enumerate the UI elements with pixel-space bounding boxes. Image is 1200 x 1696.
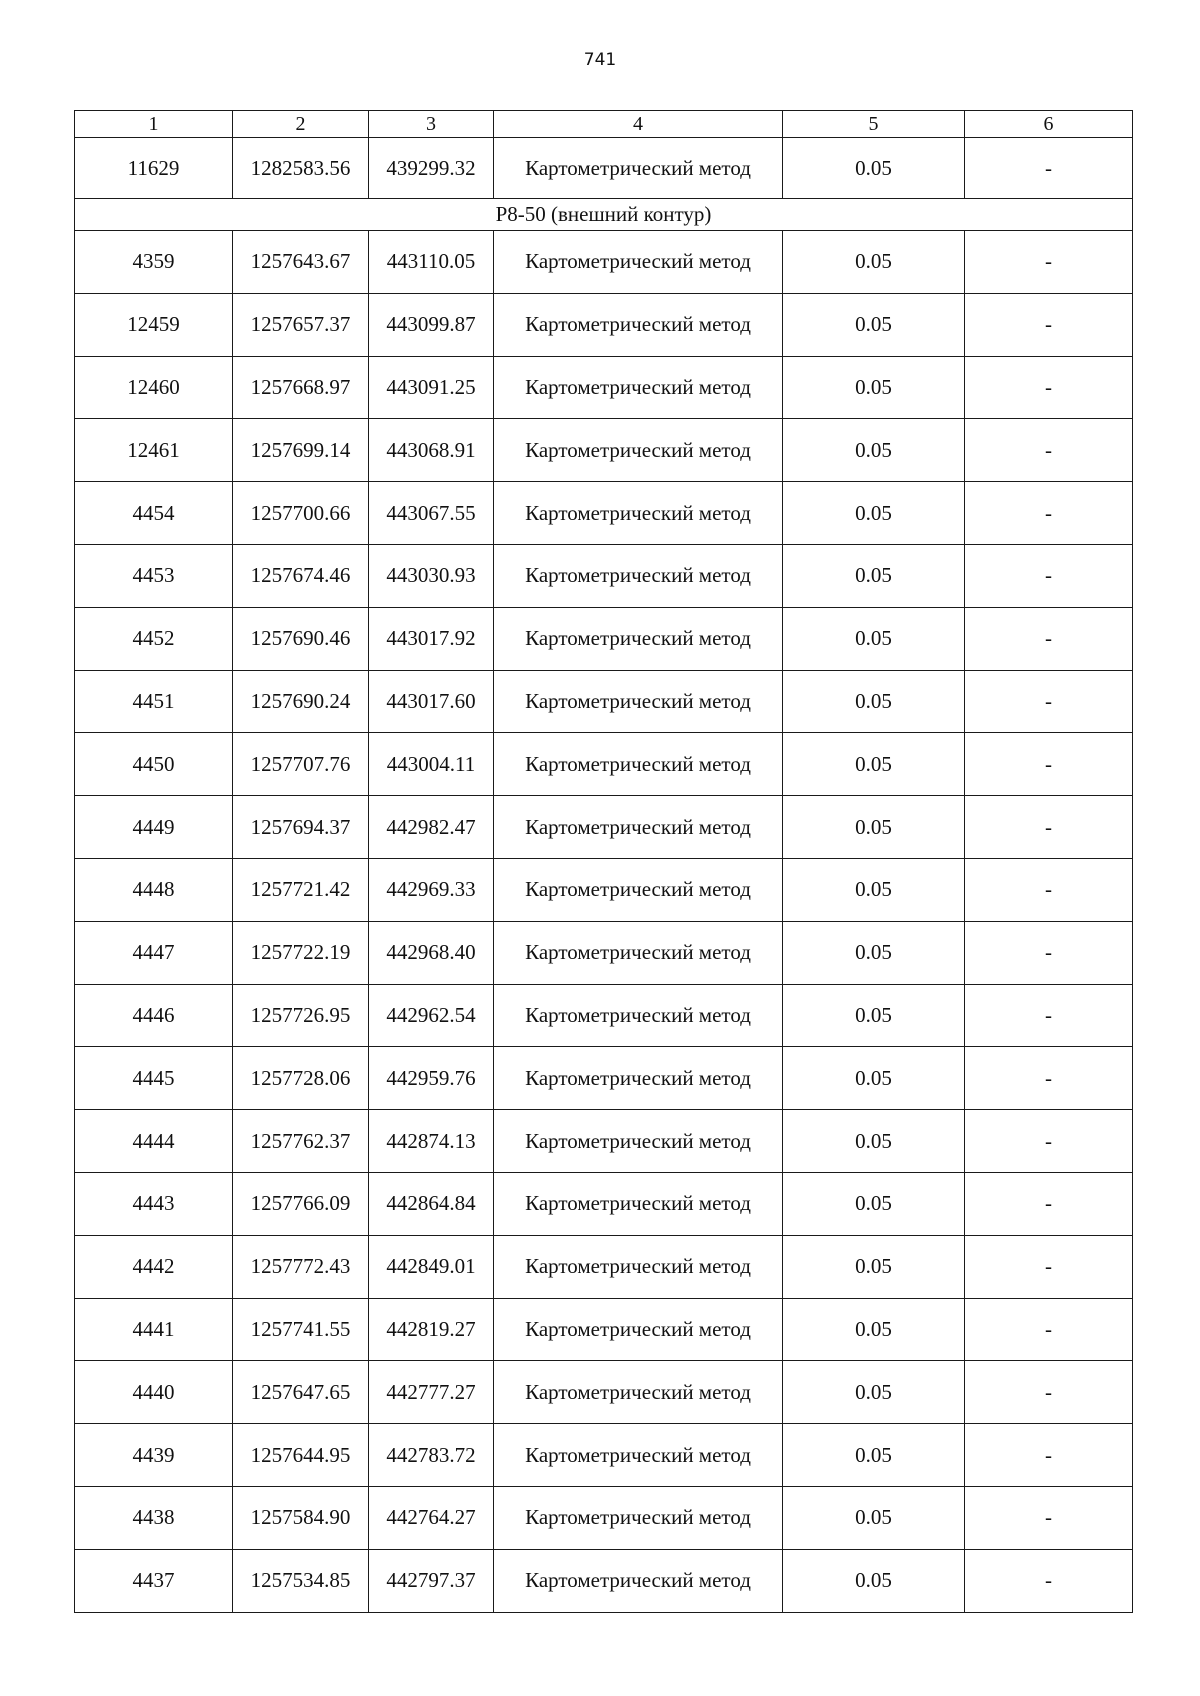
- point-number-cell: 4443: [75, 1172, 233, 1235]
- method-cell: Картометрический метод: [494, 419, 783, 482]
- table-row: [75, 1361, 1133, 1424]
- note-cell: -: [965, 984, 1133, 1047]
- accuracy-cell: 0.05: [783, 356, 965, 419]
- method-cell: Картометрический метод: [494, 670, 783, 733]
- x-coordinate-cell: 1257766.09: [233, 1172, 369, 1235]
- note-cell: -: [965, 231, 1133, 294]
- note-cell: -: [965, 670, 1133, 733]
- note-cell: -: [965, 1172, 1133, 1235]
- table-row: [75, 419, 1133, 482]
- table-row: [75, 356, 1133, 419]
- table-row: [75, 607, 1133, 670]
- point-number-cell: 4438: [75, 1486, 233, 1549]
- method-cell: Картометрический метод: [494, 1047, 783, 1110]
- table-row: [75, 858, 1133, 921]
- x-coordinate-cell: 1257643.67: [233, 231, 369, 294]
- section-title: Р8-50 (внешний контур): [75, 199, 1133, 231]
- method-cell: Картометрический метод: [494, 138, 783, 199]
- note-cell: -: [965, 1486, 1133, 1549]
- note-cell: -: [965, 482, 1133, 545]
- y-coordinate-cell: 443110.05: [369, 231, 494, 294]
- point-number-cell: 4448: [75, 858, 233, 921]
- point-number-cell: 4442: [75, 1235, 233, 1298]
- y-coordinate-cell: 442959.76: [369, 1047, 494, 1110]
- page-number: 741: [583, 50, 617, 70]
- y-coordinate-cell: 442777.27: [369, 1361, 494, 1424]
- accuracy-cell: 0.05: [783, 796, 965, 859]
- x-coordinate-cell: 1282583.56: [233, 138, 369, 199]
- table-row: [75, 670, 1133, 733]
- column-number-2: 2: [233, 111, 369, 138]
- method-cell: Картометрический метод: [494, 796, 783, 859]
- note-cell: -: [965, 1298, 1133, 1361]
- point-number-cell: 4445: [75, 1047, 233, 1110]
- y-coordinate-cell: 442874.13: [369, 1110, 494, 1173]
- y-coordinate-cell: 439299.32: [369, 138, 494, 199]
- note-cell: -: [965, 1549, 1133, 1612]
- accuracy-cell: 0.05: [783, 858, 965, 921]
- y-coordinate-cell: 443068.91: [369, 419, 494, 482]
- accuracy-cell: 0.05: [783, 482, 965, 545]
- note-cell: -: [965, 1424, 1133, 1487]
- method-cell: Картометрический метод: [494, 733, 783, 796]
- column-number-4: 4: [494, 111, 783, 138]
- point-number-cell: 4437: [75, 1549, 233, 1612]
- note-cell: -: [965, 921, 1133, 984]
- point-number-cell: 4450: [75, 733, 233, 796]
- x-coordinate-cell: 1257534.85: [233, 1549, 369, 1612]
- point-number-cell: 4446: [75, 984, 233, 1047]
- y-coordinate-cell: 442962.54: [369, 984, 494, 1047]
- table-row: [75, 1424, 1133, 1487]
- accuracy-cell: 0.05: [783, 231, 965, 294]
- point-number-cell: 4359: [75, 231, 233, 294]
- table-row: [75, 1110, 1133, 1173]
- y-coordinate-cell: 443004.11: [369, 733, 494, 796]
- x-coordinate-cell: 1257728.06: [233, 1047, 369, 1110]
- table-row: [75, 1298, 1133, 1361]
- method-cell: Картометрический метод: [494, 1486, 783, 1549]
- note-cell: -: [965, 607, 1133, 670]
- accuracy-cell: 0.05: [783, 1549, 965, 1612]
- x-coordinate-cell: 1257644.95: [233, 1424, 369, 1487]
- note-cell: -: [965, 293, 1133, 356]
- y-coordinate-cell: 443030.93: [369, 544, 494, 607]
- point-number-cell: 4444: [75, 1110, 233, 1173]
- table-row: [75, 293, 1133, 356]
- x-coordinate-cell: 1257741.55: [233, 1298, 369, 1361]
- point-number-cell: 4441: [75, 1298, 233, 1361]
- accuracy-cell: 0.05: [783, 419, 965, 482]
- x-coordinate-cell: 1257674.46: [233, 544, 369, 607]
- note-cell: -: [965, 1361, 1133, 1424]
- x-coordinate-cell: 1257657.37: [233, 293, 369, 356]
- y-coordinate-cell: 443017.92: [369, 607, 494, 670]
- y-coordinate-cell: 442982.47: [369, 796, 494, 859]
- point-number-cell: 12461: [75, 419, 233, 482]
- accuracy-cell: 0.05: [783, 670, 965, 733]
- x-coordinate-cell: 1257694.37: [233, 796, 369, 859]
- method-cell: Картометрический метод: [494, 1424, 783, 1487]
- x-coordinate-cell: 1257690.24: [233, 670, 369, 733]
- table-row: [75, 1486, 1133, 1549]
- column-number-3: 3: [369, 111, 494, 138]
- accuracy-cell: 0.05: [783, 1047, 965, 1110]
- method-cell: Картометрический метод: [494, 293, 783, 356]
- x-coordinate-cell: 1257647.65: [233, 1361, 369, 1424]
- x-coordinate-cell: 1257690.46: [233, 607, 369, 670]
- x-coordinate-cell: 1257722.19: [233, 921, 369, 984]
- method-cell: Картометрический метод: [494, 356, 783, 419]
- table-row: [75, 733, 1133, 796]
- note-cell: -: [965, 1110, 1133, 1173]
- x-coordinate-cell: 1257699.14: [233, 419, 369, 482]
- table-row: [75, 138, 1133, 199]
- accuracy-cell: 0.05: [783, 293, 965, 356]
- table-row: [75, 796, 1133, 859]
- accuracy-cell: 0.05: [783, 984, 965, 1047]
- point-number-cell: 4452: [75, 607, 233, 670]
- y-coordinate-cell: 443099.87: [369, 293, 494, 356]
- x-coordinate-cell: 1257726.95: [233, 984, 369, 1047]
- y-coordinate-cell: 442797.37: [369, 1549, 494, 1612]
- accuracy-cell: 0.05: [783, 1235, 965, 1298]
- table-row: [75, 482, 1133, 545]
- method-cell: Картометрический метод: [494, 231, 783, 294]
- point-number-cell: 11629: [75, 138, 233, 199]
- method-cell: Картометрический метод: [494, 1549, 783, 1612]
- x-coordinate-cell: 1257707.76: [233, 733, 369, 796]
- x-coordinate-cell: 1257762.37: [233, 1110, 369, 1173]
- y-coordinate-cell: 443067.55: [369, 482, 494, 545]
- table-row: [75, 921, 1133, 984]
- accuracy-cell: 0.05: [783, 1424, 965, 1487]
- accuracy-cell: 0.05: [783, 921, 965, 984]
- column-number-1: 1: [75, 111, 233, 138]
- table-row: [75, 544, 1133, 607]
- method-cell: Картометрический метод: [494, 544, 783, 607]
- method-cell: Картометрический метод: [494, 607, 783, 670]
- accuracy-cell: 0.05: [783, 1298, 965, 1361]
- point-number-cell: 4451: [75, 670, 233, 733]
- note-cell: -: [965, 138, 1133, 199]
- column-number-6: 6: [965, 111, 1133, 138]
- accuracy-cell: 0.05: [783, 733, 965, 796]
- coordinates-table: [74, 110, 1133, 1613]
- y-coordinate-cell: 443091.25: [369, 356, 494, 419]
- y-coordinate-cell: 442819.27: [369, 1298, 494, 1361]
- note-cell: -: [965, 1235, 1133, 1298]
- y-coordinate-cell: 442783.72: [369, 1424, 494, 1487]
- y-coordinate-cell: 443017.60: [369, 670, 494, 733]
- column-number-header-row: [75, 111, 1133, 138]
- method-cell: Картометрический метод: [494, 921, 783, 984]
- column-number-5: 5: [783, 111, 965, 138]
- note-cell: -: [965, 858, 1133, 921]
- method-cell: Картометрический метод: [494, 1361, 783, 1424]
- accuracy-cell: 0.05: [783, 138, 965, 199]
- y-coordinate-cell: 442968.40: [369, 921, 494, 984]
- note-cell: -: [965, 356, 1133, 419]
- method-cell: Картометрический метод: [494, 482, 783, 545]
- note-cell: -: [965, 544, 1133, 607]
- y-coordinate-cell: 442969.33: [369, 858, 494, 921]
- note-cell: -: [965, 1047, 1133, 1110]
- accuracy-cell: 0.05: [783, 544, 965, 607]
- accuracy-cell: 0.05: [783, 1110, 965, 1173]
- table-row: [75, 1235, 1133, 1298]
- point-number-cell: 4454: [75, 482, 233, 545]
- table-body: [75, 111, 1133, 1613]
- table-row: [75, 1172, 1133, 1235]
- method-cell: Картометрический метод: [494, 1110, 783, 1173]
- method-cell: Картометрический метод: [494, 858, 783, 921]
- table-row: [75, 231, 1133, 294]
- table-row: [75, 1549, 1133, 1612]
- method-cell: Картометрический метод: [494, 984, 783, 1047]
- point-number-cell: 4447: [75, 921, 233, 984]
- table-row: [75, 984, 1133, 1047]
- point-number-cell: 4449: [75, 796, 233, 859]
- x-coordinate-cell: 1257721.42: [233, 858, 369, 921]
- note-cell: -: [965, 796, 1133, 859]
- note-cell: -: [965, 419, 1133, 482]
- point-number-cell: 4440: [75, 1361, 233, 1424]
- point-number-cell: 12459: [75, 293, 233, 356]
- method-cell: Картометрический метод: [494, 1298, 783, 1361]
- accuracy-cell: 0.05: [783, 607, 965, 670]
- note-cell: -: [965, 733, 1133, 796]
- x-coordinate-cell: 1257700.66: [233, 482, 369, 545]
- method-cell: Картометрический метод: [494, 1172, 783, 1235]
- point-number-cell: 4453: [75, 544, 233, 607]
- accuracy-cell: 0.05: [783, 1172, 965, 1235]
- accuracy-cell: 0.05: [783, 1361, 965, 1424]
- x-coordinate-cell: 1257772.43: [233, 1235, 369, 1298]
- x-coordinate-cell: 1257584.90: [233, 1486, 369, 1549]
- y-coordinate-cell: 442849.01: [369, 1235, 494, 1298]
- accuracy-cell: 0.05: [783, 1486, 965, 1549]
- section-title-row: [75, 199, 1133, 231]
- point-number-cell: 12460: [75, 356, 233, 419]
- y-coordinate-cell: 442864.84: [369, 1172, 494, 1235]
- x-coordinate-cell: 1257668.97: [233, 356, 369, 419]
- table-row: [75, 1047, 1133, 1110]
- y-coordinate-cell: 442764.27: [369, 1486, 494, 1549]
- method-cell: Картометрический метод: [494, 1235, 783, 1298]
- point-number-cell: 4439: [75, 1424, 233, 1487]
